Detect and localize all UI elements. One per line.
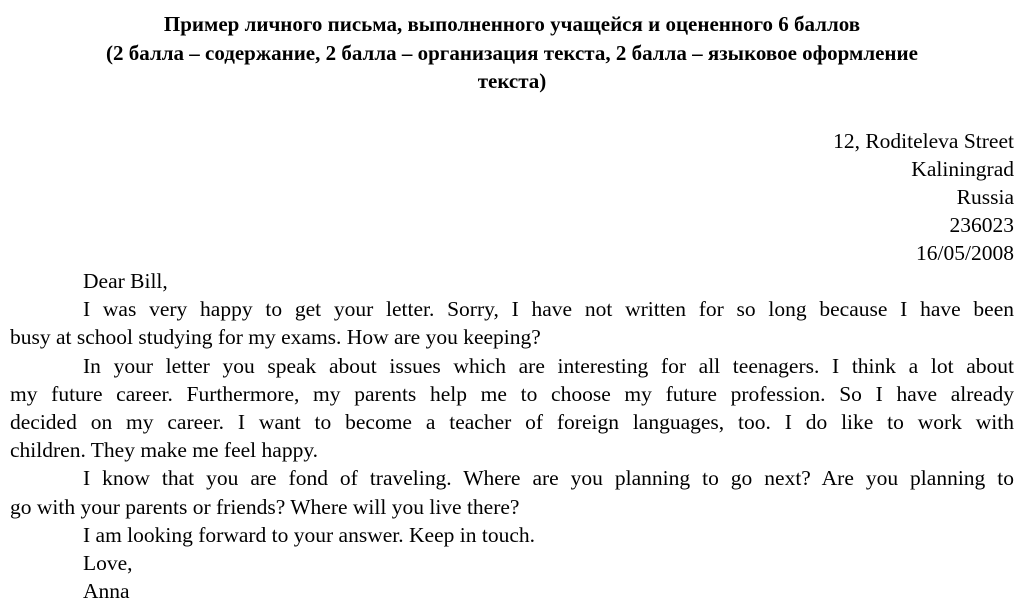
paragraph-3-line-1: I know that you are fond of traveling. Where are you planning to go next? Are you planning to bbox=[83, 466, 1014, 491]
letter-body bbox=[10, 267, 1014, 605]
address-postcode: 236023 bbox=[949, 213, 1014, 237]
letter-closing: Love, bbox=[83, 550, 133, 575]
paragraph-2-line-4: children. They make me feel happy. bbox=[10, 438, 319, 463]
paragraph-4-line-1: I am looking forward to your answer. Keep in touch. bbox=[83, 522, 535, 547]
address-country: Russia bbox=[956, 185, 1014, 209]
paragraph-2-line-2: my future career. Furthermore, my parents help me to choose my future profession. So I have already bbox=[10, 381, 1014, 406]
heading-line-2: (2 балла – содержание, 2 балла – организация текста, 2 балла – языковое оформление bbox=[106, 40, 918, 65]
sender-address bbox=[833, 127, 1014, 267]
heading-line-1: Пример личного письма, выполненного учащейся и оцененного 6 баллов bbox=[163, 12, 861, 36]
heading-line-3: текста) bbox=[477, 69, 547, 93]
letter-signature: Anna bbox=[83, 579, 130, 604]
document-heading bbox=[12, 10, 1012, 96]
paragraph-1-line-1: I was very happy to get your letter. Sorry, I have not written for so long because I have been bbox=[83, 297, 1014, 322]
address-city: Kaliningrad bbox=[911, 157, 1014, 181]
letter-greeting: Dear Bill, bbox=[83, 269, 168, 293]
paragraph-2-line-1: In your letter you speak about issues which are interesting for all teenagers. I think a lot about bbox=[83, 353, 1014, 378]
address-street: 12, Roditeleva Street bbox=[833, 129, 1014, 153]
letter-date: 16/05/2008 bbox=[916, 241, 1014, 265]
paragraph-2-line-3: decided on my career. I want to become a teacher of foreign languages, too. I do like to work with bbox=[10, 409, 1014, 434]
paragraph-3-line-2: go with your parents or friends? Where will you live there? bbox=[10, 494, 520, 519]
paragraph-1-line-2: busy at school studying for my exams. How are you keeping? bbox=[10, 325, 541, 350]
